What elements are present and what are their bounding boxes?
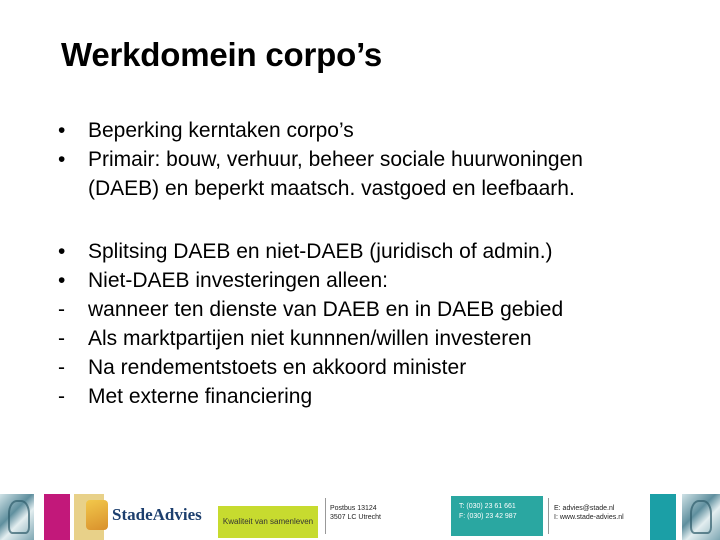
pink-color-block bbox=[44, 494, 70, 540]
website-link[interactable]: I: www.stade-advies.nl bbox=[554, 514, 624, 521]
dash-marker: - bbox=[58, 298, 65, 321]
divider bbox=[325, 498, 326, 534]
email-link[interactable]: E: advies@stade.nl bbox=[554, 505, 615, 512]
dash-item bbox=[58, 382, 698, 411]
bullet-item bbox=[58, 145, 698, 174]
bullet-text: Beperking kerntaken corpo’s bbox=[88, 119, 354, 142]
divider bbox=[548, 498, 549, 534]
dash-marker: - bbox=[58, 356, 65, 379]
slide-body bbox=[58, 116, 698, 411]
dash-item bbox=[58, 353, 698, 382]
statue-photo-right bbox=[682, 494, 720, 540]
teal-color-block bbox=[650, 494, 676, 540]
dash-marker: - bbox=[58, 327, 65, 350]
logo-emblem-icon bbox=[86, 500, 108, 530]
tagline: Kwaliteit van samenleven bbox=[218, 506, 318, 538]
bullet-item bbox=[58, 266, 698, 295]
bullet-text: Niet-DAEB investeringen alleen: bbox=[88, 269, 388, 292]
slide-title: Werkdomein corpo’s bbox=[61, 36, 382, 73]
dash-text: wanneer ten dienste van DAEB en in DAEB gebied bbox=[88, 298, 564, 321]
bullet-text: Splitsing DAEB en niet-DAEB (juridisch of admin.) bbox=[88, 240, 553, 263]
dash-item bbox=[58, 324, 698, 353]
dash-item bbox=[58, 295, 698, 324]
bullet-marker: • bbox=[58, 119, 66, 142]
bullet-marker: • bbox=[58, 148, 66, 171]
bullet-group-1 bbox=[58, 116, 698, 203]
statue-photo-left bbox=[0, 494, 34, 540]
bullet-continuation bbox=[58, 174, 698, 203]
fax-number: F: (030) 23 42 987 bbox=[459, 513, 517, 520]
phone-number: T: (030) 23 61 661 bbox=[459, 503, 516, 510]
bullet-marker: • bbox=[58, 240, 66, 263]
address-line-2: 3507 LC Utrecht bbox=[330, 514, 381, 521]
bullet-group-2 bbox=[58, 237, 698, 411]
address-block bbox=[330, 504, 381, 522]
bullet-item bbox=[58, 237, 698, 266]
bullet-text: (DAEB) en beperkt maatsch. vastgoed en leefbaarh. bbox=[88, 177, 575, 200]
bullet-item bbox=[58, 116, 698, 145]
dash-text: Als marktpartijen niet kunnnen/willen investeren bbox=[88, 327, 532, 350]
dash-text: Na rendementstoets en akkoord minister bbox=[88, 356, 467, 379]
address-line-1: Postbus 13124 bbox=[330, 505, 377, 512]
dash-text: Met externe financiering bbox=[88, 385, 313, 408]
footer-banner bbox=[0, 490, 720, 540]
contact-phone-block bbox=[451, 496, 543, 536]
bullet-marker: • bbox=[58, 269, 66, 292]
bullet-text: Primair: bouw, verhuur, beheer sociale huurwoningen bbox=[88, 148, 583, 171]
web-contact-block bbox=[554, 504, 624, 522]
stadeadvies-logo bbox=[82, 496, 212, 536]
logo-text: StadeAdvies bbox=[112, 505, 202, 524]
dash-marker: - bbox=[58, 385, 65, 408]
